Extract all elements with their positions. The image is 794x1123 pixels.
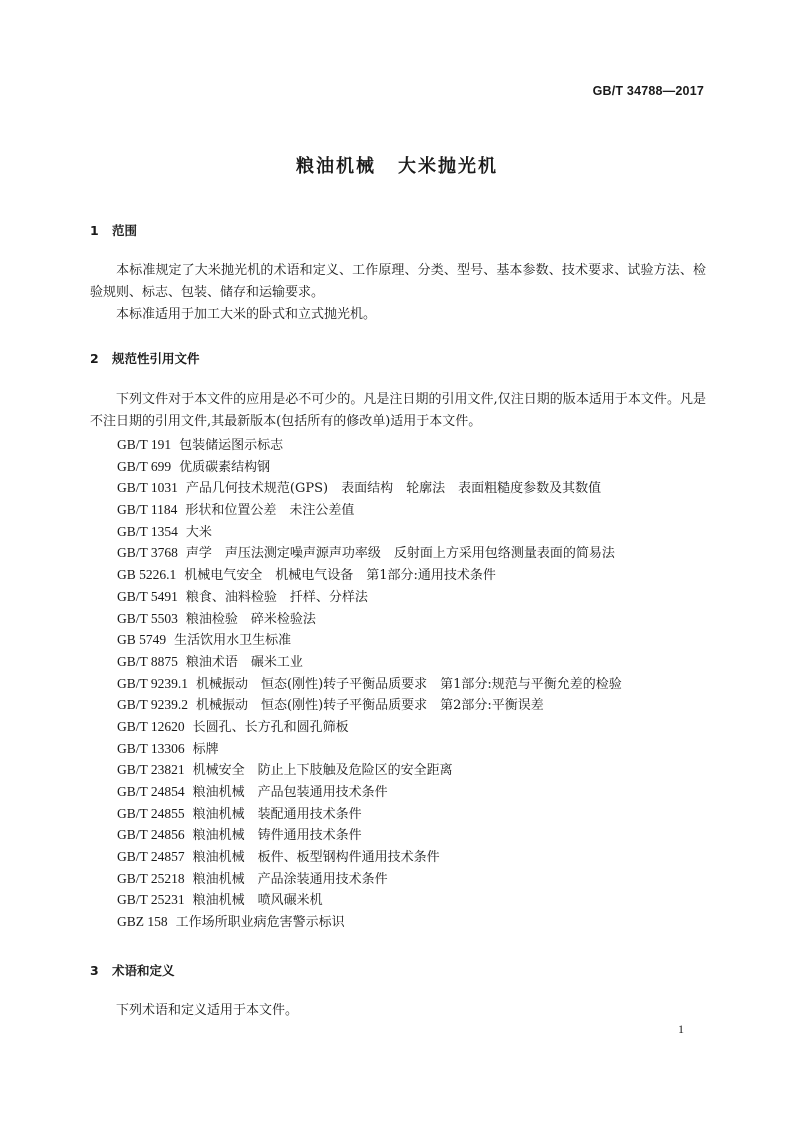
reference-item [117,499,622,521]
reference-title: 声学 声压法测定噪声源声功率级 反射面上方采用包络测量表面的简易法 [185,546,615,562]
reference-item [117,868,622,890]
reference-code: GB/T 9239.1 [117,675,189,691]
reference-title: 生活饮用水卫生标准 [174,633,292,649]
reference-title: 形状和位置公差 未注公差值 [185,503,355,519]
reference-code: GB/T 12620 [117,718,185,734]
reference-item [117,456,622,478]
section-title: 术语和定义 [112,963,175,978]
scope-paragraph-1: 本标准规定了大米抛光机的术语和定义、工作原理、分类、型号、基本参数、技术要求、试验方法、检验规则、标志、包装、储存和运输要求。 [90,263,706,300]
reference-code: GB/T 24854 [117,784,185,799]
terms-intro-paragraph: 下列术语和定义适用于本文件。 [116,1003,299,1018]
reference-item [117,824,622,846]
reference-title: 产品几何技术规范(GPS) 表面结构 轮廓法 表面粗糙度参数及其数值 [185,481,602,497]
reference-code: GB/T 1184 [117,502,178,518]
section-1-heading [90,221,137,239]
reference-item [117,477,622,499]
section-title: 规范性引用文件 [112,351,200,366]
reference-item [117,716,622,738]
reference-item [117,521,622,543]
reference-item [117,673,622,695]
section-2-heading [90,349,200,367]
page-number: 1 [678,1022,684,1036]
reference-code: GBZ 158 [117,914,168,930]
reference-title: 粮油术语 碾米工业 [185,654,303,670]
reference-code: GB/T 191 [117,437,172,452]
reference-title: 包装储运图示标志 [179,438,284,453]
reference-item [117,846,622,868]
reference-item [117,738,622,760]
reference-title: 机械安全 防止上下肢触及危险区的安全距离 [192,763,453,779]
references-intro-paragraph: 下列文件对于本文件的应用是必不可少的。凡是注日期的引用文件,仅注日期的版本适用于本文件。凡是不注日期的引用文件,其最新版本(包括所有的修改单)适用于本文件。 [90,392,706,429]
reference-code: GB/T 24857 [117,849,185,865]
reference-code: GB/T 24855 [117,805,185,821]
standard-code: GB/T 34788—2017 [592,84,704,98]
reference-code: GB 5226.1 [117,567,177,583]
reference-item [117,434,622,456]
reference-item [117,889,622,911]
section-number: 3 [90,963,99,978]
reference-item [117,781,622,803]
reference-item [117,564,622,586]
reference-title: 机械电气安全 机械电气设备 第1部分:通用技术条件 [184,568,496,584]
reference-item [117,911,622,933]
reference-item [117,651,622,673]
reference-item [117,759,622,781]
reference-code: GB/T 24856 [117,827,185,843]
reference-title: 粮油机械 产品涂装通用技术条件 [192,871,388,887]
reference-title: 粮油机械 产品包装通用技术条件 [192,785,388,800]
section-number: 1 [90,223,99,238]
reference-code: GB/T 23821 [117,762,185,778]
reference-code: GB/T 5491 [117,588,178,604]
reference-title: 长圆孔、长方孔和圆孔筛板 [192,719,349,735]
reference-title: 机械振动 恒态(刚性)转子平衡品质要求 第1部分:规范与平衡允差的检验 [196,676,622,692]
reference-title: 优质碳素结构钢 [179,459,271,475]
reference-item [117,542,622,564]
reference-code: GB 5749 [117,632,167,648]
reference-code: GB/T 3768 [117,545,178,561]
reference-item [117,694,622,716]
reference-code: GB/T 1354 [117,523,178,539]
scope-paragraph-2: 本标准适用于加工大米的卧式和立式抛光机。 [116,307,377,322]
reference-title: 大米 [185,524,212,540]
reference-code: GB/T 8875 [117,653,178,669]
reference-item [117,629,622,651]
reference-code: GB/T 5503 [117,610,178,626]
reference-code: GB/T 699 [117,458,172,474]
reference-title: 机械振动 恒态(刚性)转子平衡品质要求 第2部分:平衡误差 [196,698,544,714]
reference-title: 粮油检验 碎米检验法 [185,611,316,627]
reference-title: 工作场所职业病危害警示标识 [175,915,345,931]
reference-code: GB/T 9239.2 [117,697,189,713]
reference-item [117,586,622,608]
document-title [0,152,794,178]
title-part-2: 大米抛光机 [398,156,498,177]
reference-item [117,803,622,825]
reference-title: 粮油机械 铸件通用技术条件 [192,828,362,844]
reference-title: 粮油机械 装配通用技术条件 [192,806,362,822]
reference-code: GB/T 25231 [117,892,185,908]
reference-code: GB/T 1031 [117,480,178,496]
section-number: 2 [90,351,99,366]
reference-item [117,608,622,630]
reference-title: 标牌 [192,741,219,757]
normative-references-list [117,434,622,933]
reference-title: 粮食、油料检验 扦样、分样法 [185,589,368,605]
section-3-heading [90,961,175,979]
reference-code: GB/T 25218 [117,870,185,886]
section-title: 范围 [112,223,138,238]
reference-code: GB/T 13306 [117,740,185,756]
title-part-1: 粮油机械 [296,156,376,177]
reference-title: 粮油机械 喷风碾米机 [192,893,323,909]
reference-title: 粮油机械 板件、板型钢构件通用技术条件 [192,850,440,866]
